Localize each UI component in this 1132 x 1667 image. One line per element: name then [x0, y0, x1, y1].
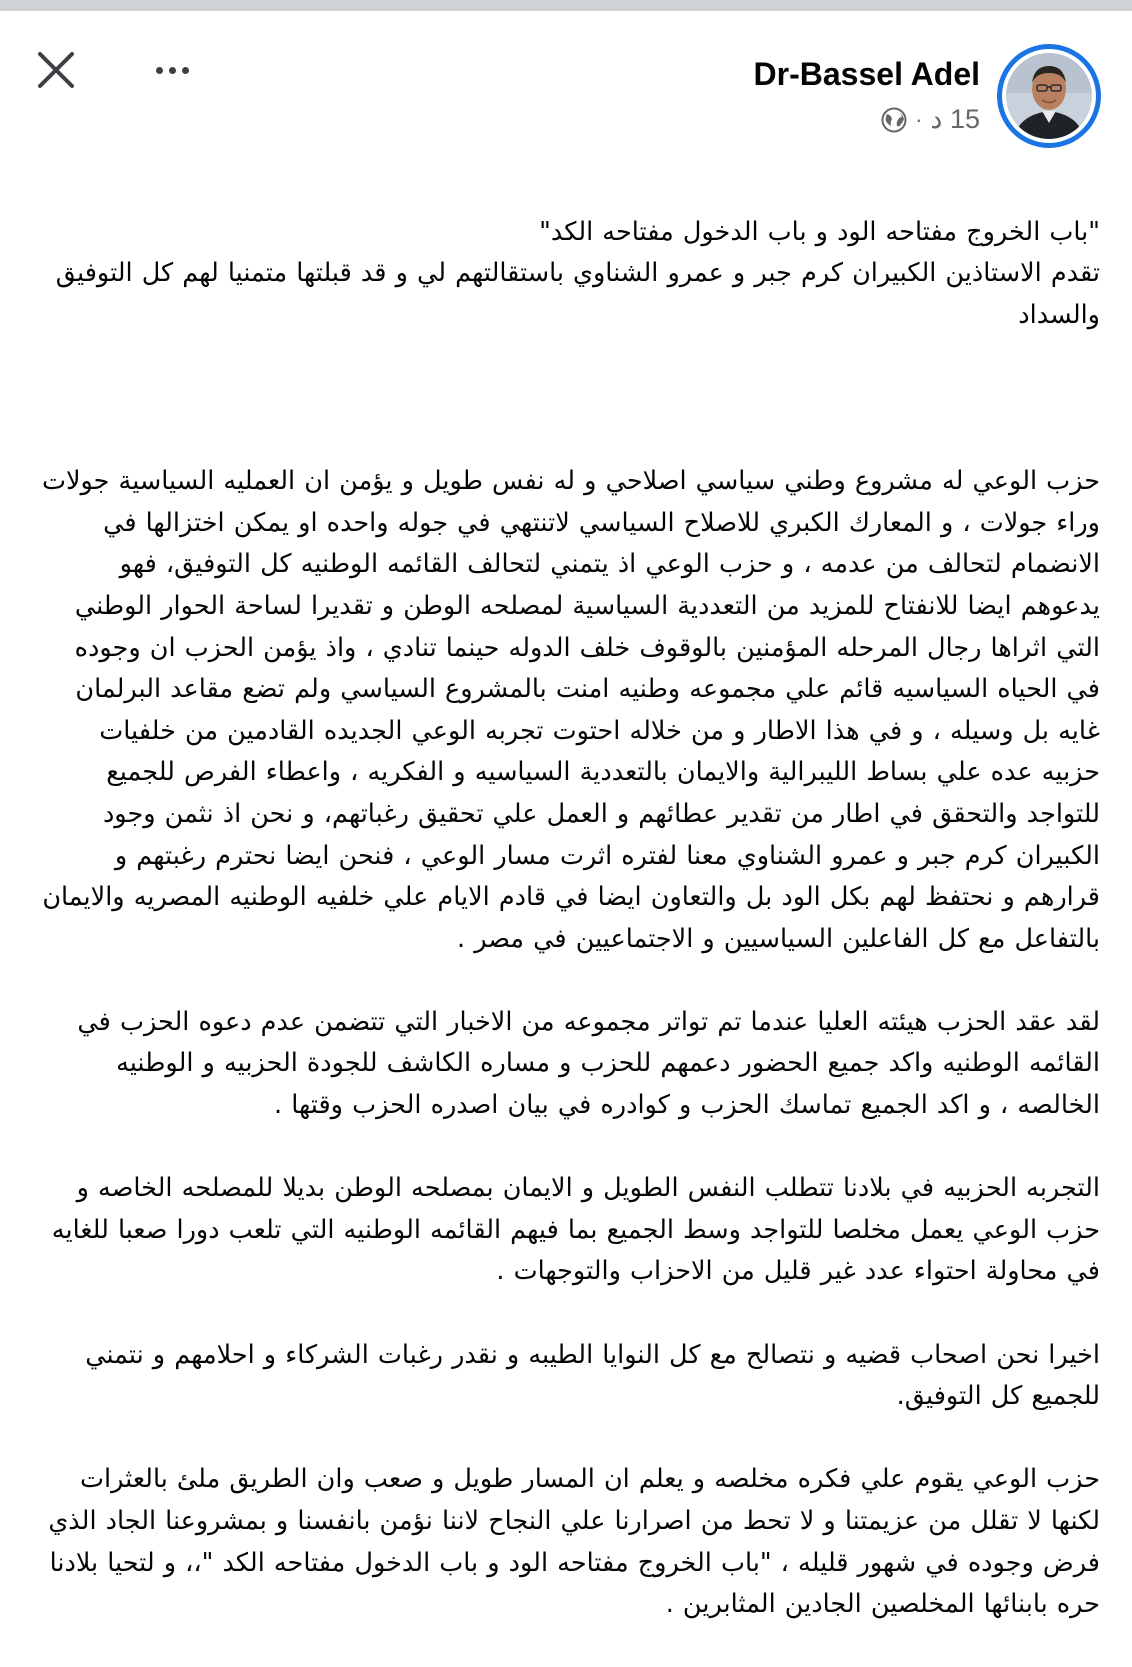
top-strip — [0, 0, 1132, 11]
avatar[interactable] — [997, 44, 1101, 148]
more-horizontal-icon-dot — [169, 67, 176, 74]
post-text — [40, 170, 1100, 1667]
post-paragraph-finally: اخيرا نحن اصحاب قضيه و نتصالح مع كل النوايا الطيبه و نقدر رغبات الشركاء و احلامهم و نتمني للجميع كل التوفيق. — [85, 1339, 1100, 1412]
meta-separator: · — [915, 106, 923, 132]
avatar-photo — [1006, 53, 1092, 139]
post-paragraph-high-committee: لقد عقد الحزب هيئته العليا عندما تم تواتر مجموعه من الاخبار التي تتضمن عدم دعوه الحزب في القائمه الوطنيه واكد جميع الحضور دعمهم للحزب و مساره الكاشف للجودة الحزبيه و الوطنيه الخالصه ، و اكد الجميع تماسك الحزب و كوادره في بيان اصدره الحزب وقتها . — [77, 1006, 1100, 1121]
paragraph-gap — [40, 378, 1100, 420]
author-name[interactable]: Dr-Bassel Adel — [753, 56, 980, 92]
more-horizontal-icon-dot — [182, 67, 189, 74]
post-paragraph-party-project: حزب الوعي له مشروع وطني سياسي اصلاحي و له نفس طويل و يؤمن ان العمليه السياسية جولات وراء جولات ، و المعارك الكبري للاصلاح السياسي لاتنتهي في جوله واحده او يمكن اختزالها في الانضمام لتحالف من عدمه ، و حزب الوعي اذ يتمني لتحالف القائمه الوطنيه كل التوفيق، فهو يدعوهم ايضا للانفتاح للمزيد من التعددية السياسية لمصلحه الوطن و تقديرا لساحة الحوار الوطني التي اثراها رجال المرحله المؤمنين بالوقوف خلف الدوله حينما تنادي ، واذ يؤمن الحزب ان وجوده في الحياه السياسيه قائم علي مجموعه وطنيه امنت بالمشروع السياسي ولم تضع مقاعد البرلمان غايه بل وسيله ، و في هذا الاطار و من خلاله احتوت تجربه الوعي الجديده القادمين من خلفيات حزبيه عده علي بساط الليبرالية والايمان بالتعددية السياسيه و الفكريه ، واعطاء الفرص للجميع للتواجد والتحقق في اطار من تقدير عطائهم و العمل علي تحقيق رغباتهم، و نحن اذ نثمن وجود الكبيران كرم جبر و عمرو الشناوي معنا لفتره اثرت مسار الوعي ، فنحن ايضا نحترم رغبتهم و قرارهم و نحتفظ لهم بكل الود بل والتعاون ايضا في قادم الايام علي خلفيه الوطنيه المصريه والايمان بالتفاعل مع كل الفاعلين السياسيين و الاجتماعيين في مصر . — [41, 466, 1100, 954]
close-button[interactable] — [34, 48, 78, 92]
post-paragraph-party-experience: التجربه الحزبيه في بلادنا تتطلب النفس الطويل و الايمان بمصلحه الوطن بديلا للمصلحه الخاصه و حزب الوعي يعمل مخلصا للتواجد وسط الجميع بما فيهم القائمه الوطنيه التي تلعب دورا صعبا للغايه في محاولة احتواء عدد غير قليل من الاحزاب والتوجهات . — [51, 1173, 1100, 1287]
avatar-ring — [1002, 49, 1096, 143]
post-meta — [881, 104, 980, 135]
more-options-button[interactable] — [150, 56, 194, 84]
post-timestamp[interactable]: 15 د — [930, 104, 980, 134]
close-icon — [34, 48, 78, 92]
more-horizontal-icon — [156, 67, 163, 74]
globe-icon[interactable] — [881, 107, 907, 133]
post-paragraph-intro: "باب الخروج مفتاحه الود و باب الدخول مفتاحه الكد" تقدم الاستاذين الكبيران كرم جبر و عمرو الشناوي باستقالتهم لي و قد قبلتها متمنيا لهم كل التوفيق والسداد — [55, 216, 1100, 330]
post-paragraph-closing: حزب الوعي يقوم علي فكره مخلصه و يعلم ان المسار طويل و صعب وان الطريق ملئ بالعثرات لكنها لا تقلل من عزيمتنا و لا تحط من اصرارنا علي النجاح لاننا نؤمن بانفسنا و بمشروعنا الجاد الذي فرض وجوده في شهور قليله ، "باب الخروج مفتاحه الود و باب الدخول مفتاحه الكد "،، و لتحيا بلادنا حره بابنائها المخلصين الجادين المثابرين . — [48, 1464, 1100, 1620]
